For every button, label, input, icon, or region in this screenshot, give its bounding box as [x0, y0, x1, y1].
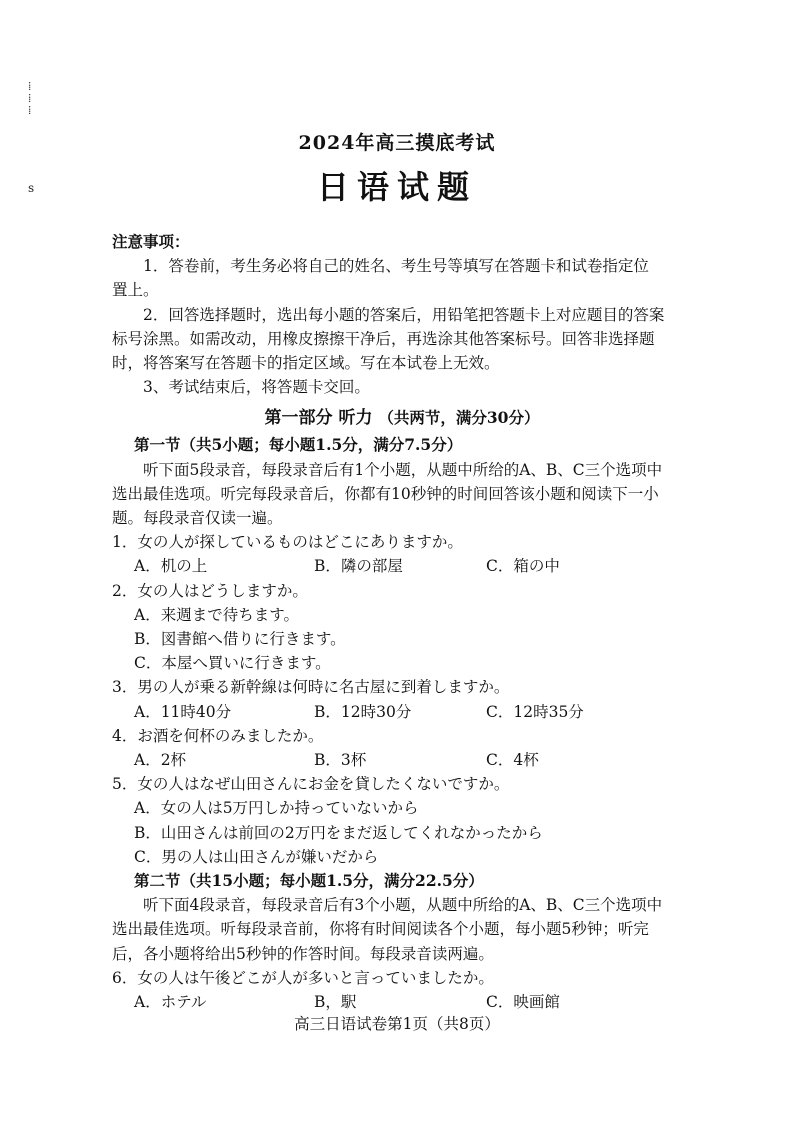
- question-options: [112, 748, 692, 772]
- notice-item-1: 1．答卷前，考生务必将自己的姓名、考生号等填写在答题卡和试卷指定位: [143, 257, 649, 276]
- notice-heading: 注意事项：: [112, 232, 190, 251]
- section1-heading: 第一节（共5小题；每小题1.5分，满分7.5分）: [134, 435, 463, 455]
- option-b: B．3杯: [314, 751, 367, 770]
- page-footer: 高三日语试卷第1页（共8页）: [294, 1015, 500, 1033]
- notice-item-3: 3、考试结束后，将答题卡交回。: [143, 378, 370, 397]
- part1-title-note: （共两节，满分30分）: [378, 408, 540, 428]
- question-stem: 2．女の人はどうしますか。: [112, 581, 308, 600]
- option-b: B．山田さんは前回の2万円をまだ返してくれなかったから: [134, 823, 543, 842]
- exam-content: [112, 230, 692, 1014]
- question-options: [112, 554, 692, 578]
- section2-instructions-cont: 选出最佳选项。听每段录音前，你将有时间阅读各个小题，每小题5秒钟；听完: [112, 920, 649, 939]
- option-c: C．男の人は山田さんが嫌いだから: [134, 847, 379, 866]
- option-a: A．机の上: [134, 557, 208, 576]
- subject-title: 日语试题: [316, 168, 477, 206]
- section1-instructions-cont: 选出最佳选项。听完每段录音后，你都有10秒钟的时间回答该小题和阅读下一小: [112, 484, 659, 503]
- question-stem: 4．お酒を何杯のみましたか。: [112, 726, 324, 745]
- notice-item-1-cont: 置上。: [112, 281, 159, 300]
- option-b: B．12時30分: [314, 702, 412, 721]
- option-c: C．映画館: [486, 993, 560, 1012]
- section1-instructions: 听下面5段录音，每段录音后有1个小题，从题中所给的A、B、C三个选项中: [143, 460, 663, 479]
- option-c: C．本屋へ買いに行きます。: [134, 654, 331, 673]
- section1-instructions-cont: 题。每段录音仅读一遍。: [112, 509, 283, 528]
- option-a: A．来週まで待ちます。: [134, 605, 299, 624]
- question-options: [112, 700, 692, 724]
- part1-title: [112, 405, 692, 431]
- option-c: C．4杯: [486, 751, 539, 770]
- exam-title: 2024年高三摸底考试: [298, 132, 496, 154]
- question-stem: 6．女の人は午後どこが人が多いと言っていましたか。: [112, 968, 494, 987]
- margin-mark: ⁞: [28, 103, 32, 117]
- option-c: C．箱の中: [486, 557, 560, 576]
- question-stem: 1．女の人が探しているものはどこにありますか。: [112, 533, 463, 552]
- option-a: A．ホテル: [134, 993, 207, 1012]
- section2-instructions-cont: 后，各小题将给出5秒钟的作答时间。每段录音读两遍。: [112, 944, 494, 963]
- question-stem: 3．男の人が乗る新幹線は何時に名古屋に到着しますか。: [112, 678, 510, 697]
- notice-item-2-cont: 标号涂黑。如需改动，用橡皮擦擦干净后，再选涂其他答案标号。回答非选择题: [112, 329, 655, 348]
- notice-item-2: 2．回答选择题时，选出每小题的答案后，用铅笔把答题卡上对应题目的答案: [143, 305, 665, 324]
- margin-mark: ⁞: [28, 91, 32, 105]
- option-c: C．12時35分: [486, 702, 584, 721]
- section2-instructions: 听下面4段录音，每段录音后有3个小题，从题中所给的A、B、C三个选项中: [143, 896, 663, 915]
- part1-title-text: 第一部分 听力: [264, 408, 373, 429]
- option-a: A．11時40分: [134, 702, 232, 721]
- question-stem: 5．女の人はなぜ山田さんにお金を貸したくないですか。: [112, 775, 510, 794]
- margin-mark: ⁞: [28, 79, 32, 93]
- margin-mark: s: [28, 181, 35, 195]
- notice-item-2-cont: 时，将答案写在答题卡的指定区域。写在本试卷上无效。: [112, 354, 500, 373]
- section2-heading: 第二节（共15小题；每小题1.5分，满分22.5分）: [134, 871, 484, 891]
- option-b: B，駅: [314, 993, 357, 1012]
- option-b: B．図書館へ借りに行きます。: [134, 630, 346, 649]
- option-b: B．隣の部屋: [314, 557, 403, 576]
- question-options: [112, 990, 692, 1014]
- option-a: A．女の人は5万円しか持っていないから: [134, 799, 419, 818]
- option-a: A．2杯: [134, 751, 187, 770]
